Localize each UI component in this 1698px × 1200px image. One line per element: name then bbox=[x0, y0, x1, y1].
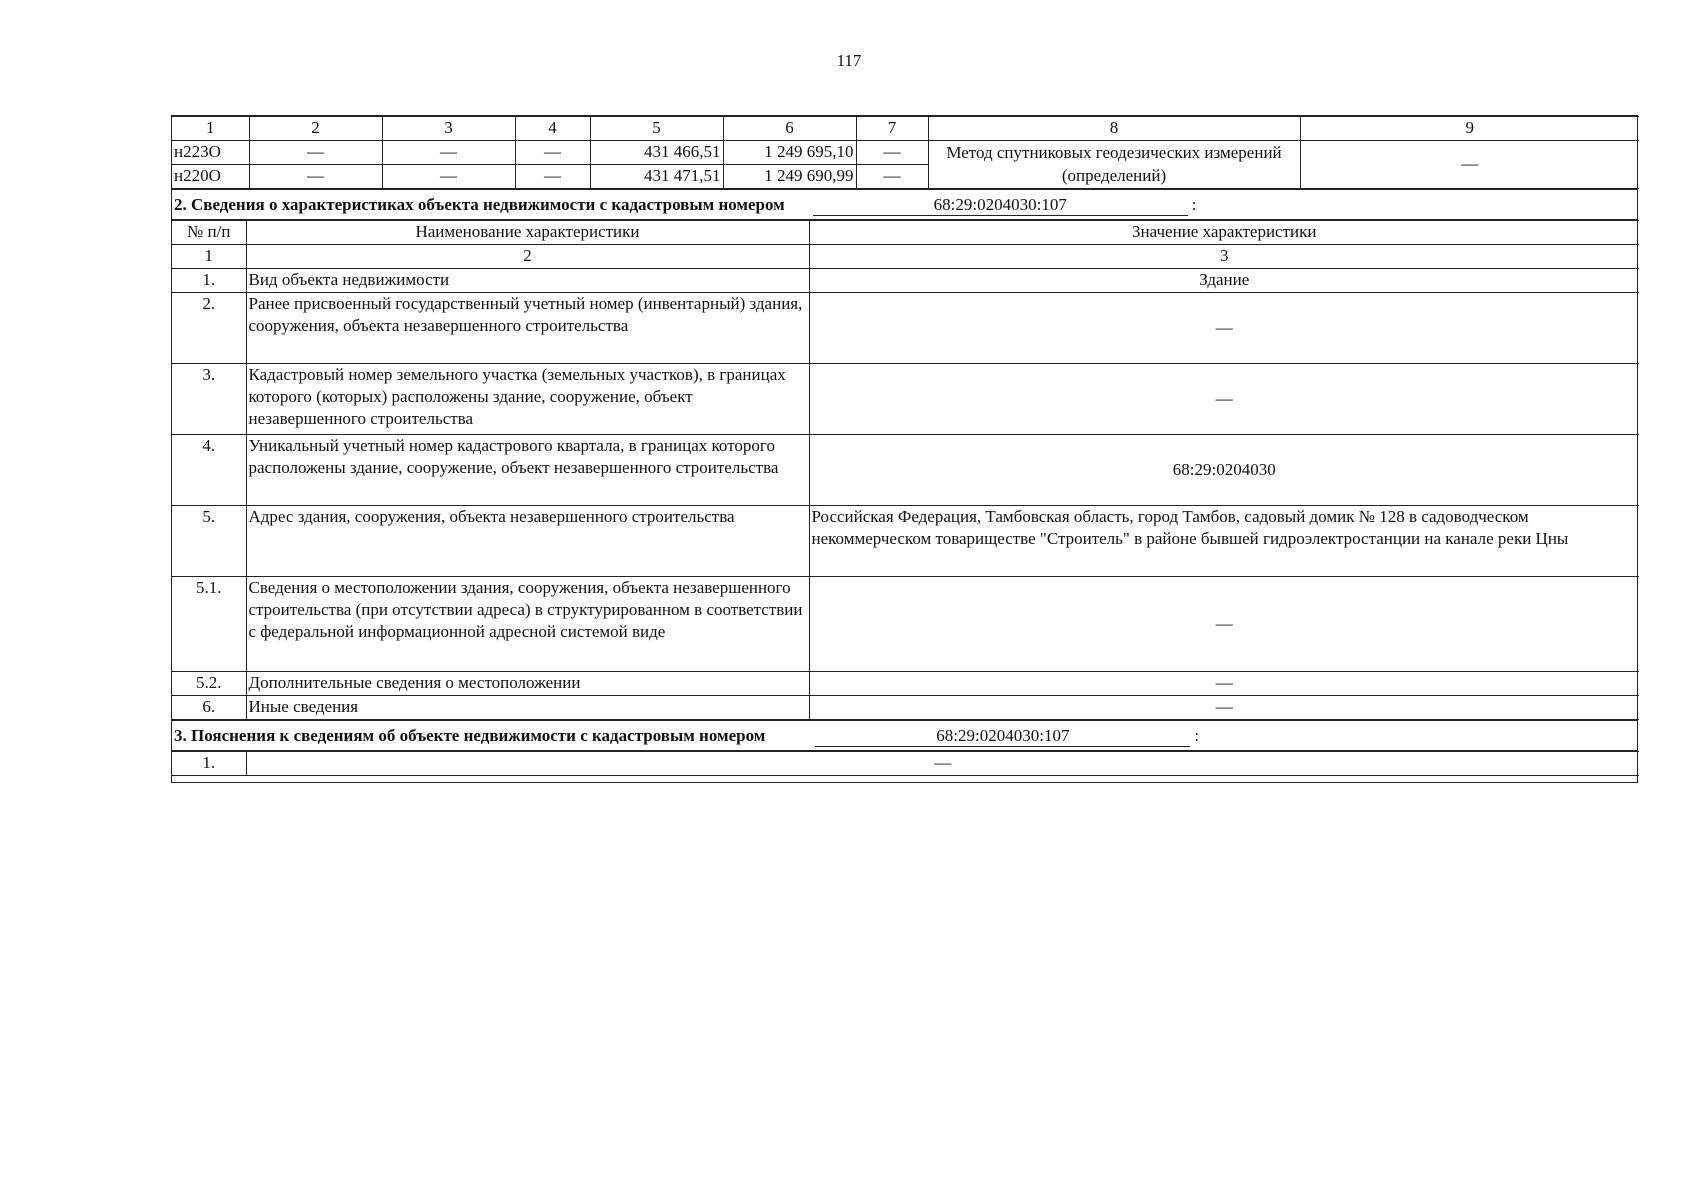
coord-header-cell: 5 bbox=[590, 117, 723, 141]
table-row bbox=[172, 506, 1639, 577]
row-num: 1. bbox=[172, 269, 246, 293]
row-num: 3. bbox=[172, 364, 246, 435]
table-cell: — bbox=[515, 165, 590, 189]
coordinates-table bbox=[172, 116, 1639, 189]
characteristics-table bbox=[172, 220, 1639, 720]
table-cell: — bbox=[382, 141, 515, 165]
coord-x: 431 471,51 bbox=[590, 165, 723, 189]
point-name: н220О bbox=[172, 165, 249, 189]
characteristic-value: — bbox=[809, 577, 1639, 672]
table-row bbox=[172, 364, 1639, 435]
table-row bbox=[172, 141, 1639, 165]
table-cell: — bbox=[249, 141, 382, 165]
coord-header-cell: 3 bbox=[382, 117, 515, 141]
characteristic-value: — bbox=[809, 696, 1639, 720]
table-row bbox=[172, 435, 1639, 506]
method-cell: Метод спутниковых геодезических измерений (определений) bbox=[928, 141, 1300, 189]
table-row bbox=[172, 696, 1639, 720]
table-row bbox=[172, 672, 1639, 696]
row-num: 5.2. bbox=[172, 672, 246, 696]
section-3-colon: : bbox=[1194, 725, 1200, 745]
characteristic-value: — bbox=[809, 672, 1639, 696]
table-cell: — bbox=[856, 165, 928, 189]
row-num: 1. bbox=[172, 752, 246, 776]
coord-header-cell: 4 bbox=[515, 117, 590, 141]
row-num: 5.1. bbox=[172, 577, 246, 672]
cadastral-form bbox=[171, 115, 1638, 776]
section-2-cadastral-number: 68:29:0204030:107 bbox=[813, 195, 1188, 216]
coord-y: 1 249 690,99 bbox=[723, 165, 856, 189]
column-number: 1 bbox=[172, 245, 246, 269]
column-number: 2 bbox=[246, 245, 809, 269]
row-num: 5. bbox=[172, 506, 246, 577]
coord-header-row bbox=[172, 117, 1639, 141]
characteristic-name: Дополнительные сведения о местоположении bbox=[246, 672, 809, 696]
coord-header-cell: 8 bbox=[928, 117, 1300, 141]
form-bottom-border bbox=[171, 771, 1638, 783]
table-row bbox=[172, 293, 1639, 364]
coord-header-cell: 9 bbox=[1300, 117, 1639, 141]
header-name: Наименование характеристики bbox=[246, 221, 809, 245]
row-num: 2. bbox=[172, 293, 246, 364]
section-2-heading bbox=[172, 189, 1637, 220]
section-3-title: 3. Пояснения к сведениям об объекте недвижимости с кадастровым номером bbox=[174, 725, 766, 745]
characteristic-name: Адрес здания, сооружения, объекта незавершенного строительства bbox=[246, 506, 809, 577]
characteristic-name: Иные сведения bbox=[246, 696, 809, 720]
header-num: № п/п bbox=[172, 221, 246, 245]
page-number: 117 bbox=[836, 51, 862, 70]
table-cell: — bbox=[249, 165, 382, 189]
characteristic-value: Здание bbox=[809, 269, 1639, 293]
section-2-title: 2. Сведения о характеристиках объекта недвижимости с кадастровым номером bbox=[174, 194, 785, 214]
characteristic-name: Кадастровый номер земельного участка (земельных участков), в границах которого (которых) расположены здание, сооружение, объект незавершенного строительства bbox=[246, 364, 809, 435]
characteristics-header-row bbox=[172, 221, 1639, 245]
row-num: 6. bbox=[172, 696, 246, 720]
coord-y: 1 249 695,10 bbox=[723, 141, 856, 165]
section-3-heading bbox=[172, 720, 1637, 751]
characteristic-value: — bbox=[809, 293, 1639, 364]
column-number: 3 bbox=[809, 245, 1639, 269]
point-name: н223О bbox=[172, 141, 249, 165]
explanation-value: — bbox=[246, 752, 1639, 776]
coord-header-cell: 7 bbox=[856, 117, 928, 141]
header-value: Значение характеристики bbox=[809, 221, 1639, 245]
coord-header-cell: 1 bbox=[172, 117, 249, 141]
coord-header-cell: 6 bbox=[723, 117, 856, 141]
table-row bbox=[172, 577, 1639, 672]
characteristic-value: — bbox=[809, 364, 1639, 435]
characteristic-name: Ранее присвоенный государственный учетный номер (инвентарный) здания, сооружения, объекта незавершенного строительства bbox=[246, 293, 809, 364]
characteristic-name: Сведения о местоположении здания, сооружения, объекта незавершенного строительства (при отсутствии адреса) в структурированном в соответствии с федеральной информационной адресной системой виде bbox=[246, 577, 809, 672]
table-row bbox=[172, 269, 1639, 293]
column-number-row bbox=[172, 245, 1639, 269]
characteristic-value: 68:29:0204030 bbox=[809, 435, 1639, 506]
table-cell: — bbox=[1300, 141, 1639, 189]
table-cell: — bbox=[856, 141, 928, 165]
characteristic-name: Вид объекта недвижимости bbox=[246, 269, 809, 293]
table-cell: — bbox=[382, 165, 515, 189]
row-num: 4. bbox=[172, 435, 246, 506]
section-2-colon: : bbox=[1191, 194, 1197, 214]
coord-header-cell: 2 bbox=[249, 117, 382, 141]
table-cell: — bbox=[515, 141, 590, 165]
characteristic-name: Уникальный учетный номер кадастрового квартала, в границах которого расположены здание, сооружение, объект незавершенного строительства bbox=[246, 435, 809, 506]
characteristic-value: Российская Федерация, Тамбовская область, город Тамбов, садовый домик № 128 в садоводческом некоммерческом товариществе "Строитель" в районе бывшей гидроэлектростанции на канале реки Цны bbox=[809, 506, 1639, 577]
coord-x: 431 466,51 bbox=[590, 141, 723, 165]
section-3-cadastral-number: 68:29:0204030:107 bbox=[815, 726, 1190, 747]
